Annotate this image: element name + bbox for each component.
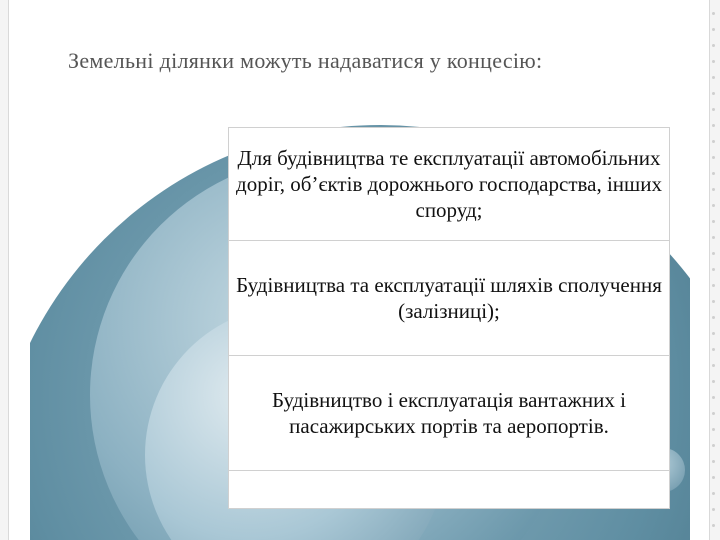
slide-title: Земельні ділянки можуть надаватися у концесію: — [68, 48, 543, 73]
empty-row — [229, 471, 669, 508]
items-panel — [228, 127, 670, 509]
item-text: Будівництва та експлуатації шляхів сполучення (залізниці); — [236, 272, 662, 323]
list-item — [229, 128, 669, 241]
list-item — [229, 241, 669, 356]
item-text: Для будівництва те експлуатації автомобільних доріг, об’єктів дорожнього господарства, інших споруд; — [236, 145, 662, 223]
list-item — [229, 356, 669, 471]
item-text: Будівництво і експлуатація вантажних і пасажирських портів та аеропортів. — [272, 387, 626, 438]
